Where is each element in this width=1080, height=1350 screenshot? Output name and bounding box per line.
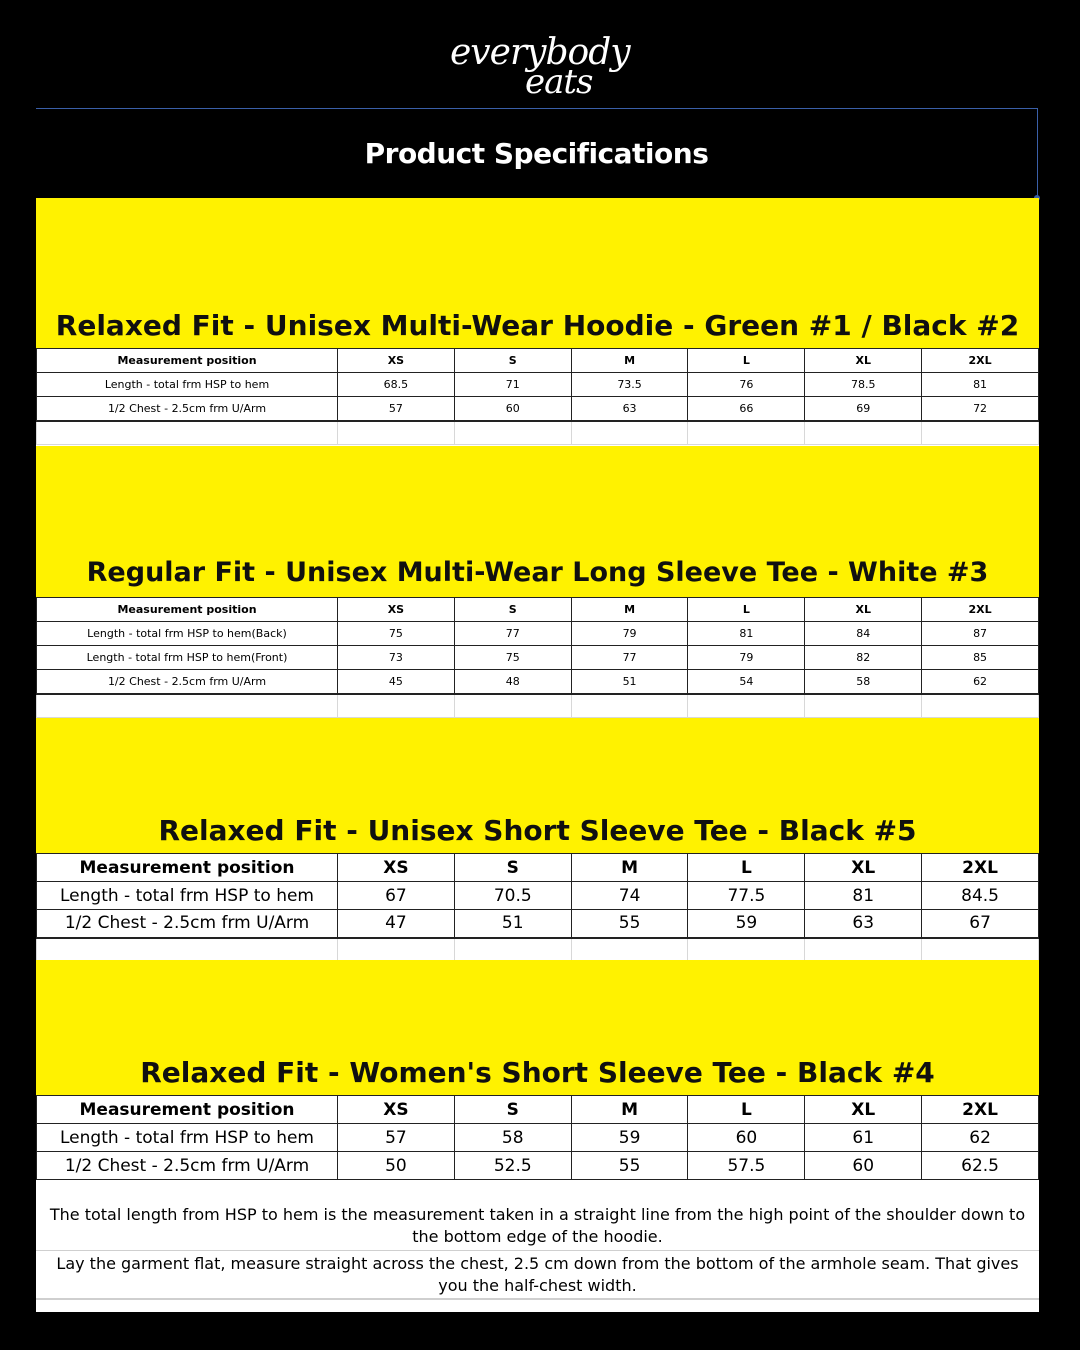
table-cell: 54 bbox=[688, 670, 805, 694]
table-cell: 82 bbox=[805, 646, 922, 670]
table-cell: 81 bbox=[688, 622, 805, 646]
table-cell: 76 bbox=[688, 373, 805, 397]
page-title: Product Specifications bbox=[364, 137, 709, 170]
table-cell bbox=[338, 421, 455, 445]
table-cell: 1/2 Chest - 2.5cm frm U/Arm bbox=[37, 1152, 338, 1180]
table-cell: 84 bbox=[805, 622, 922, 646]
table-cell: 87 bbox=[922, 622, 1039, 646]
column-header: L bbox=[688, 854, 805, 882]
table-cell: 57.5 bbox=[688, 1152, 805, 1180]
table-cell: 45 bbox=[338, 670, 455, 694]
table-cell: 79 bbox=[688, 646, 805, 670]
table-cell: 60 bbox=[454, 397, 571, 421]
table-cell bbox=[688, 421, 805, 445]
table-cell: 67 bbox=[338, 882, 455, 910]
column-header: XL bbox=[805, 854, 922, 882]
table-cell: 58 bbox=[805, 670, 922, 694]
table-cell: 57 bbox=[338, 397, 455, 421]
size-table-long-sleeve bbox=[36, 597, 1039, 718]
table-cell: Length - total frm HSP to hem bbox=[37, 1124, 338, 1152]
table-cell: 77 bbox=[454, 622, 571, 646]
table-cell bbox=[922, 421, 1039, 445]
table-blank-row bbox=[37, 421, 1039, 445]
measurement-notes bbox=[36, 1202, 1039, 1300]
table-cell: 77 bbox=[571, 646, 688, 670]
table-cell: 78.5 bbox=[805, 373, 922, 397]
table-cell: 68.5 bbox=[338, 373, 455, 397]
table-cell: 73 bbox=[338, 646, 455, 670]
table-cell bbox=[922, 694, 1039, 718]
table-cell bbox=[688, 694, 805, 718]
table-cell: 58 bbox=[454, 1124, 571, 1152]
brand-logo-line1: everybody bbox=[450, 32, 630, 73]
table-row bbox=[37, 622, 1039, 646]
section-title-hoodie: Relaxed Fit - Unisex Multi-Wear Hoodie - Green #1 / Black #2 bbox=[55, 309, 1020, 342]
section-band-long-sleeve bbox=[36, 446, 1039, 597]
column-header: XS bbox=[338, 1096, 455, 1124]
table-row bbox=[37, 646, 1039, 670]
column-header: S bbox=[454, 854, 571, 882]
column-header: Measurement position bbox=[37, 854, 338, 882]
table-cell: 63 bbox=[805, 910, 922, 938]
table-row bbox=[37, 397, 1039, 421]
column-header: L bbox=[688, 1096, 805, 1124]
table-cell: 1/2 Chest - 2.5cm frm U/Arm bbox=[37, 397, 338, 421]
column-header: M bbox=[571, 1096, 688, 1124]
table-cell: 61 bbox=[805, 1124, 922, 1152]
table-cell: 55 bbox=[571, 1152, 688, 1180]
table-cell: Length - total frm HSP to hem bbox=[37, 882, 338, 910]
table-cell: 59 bbox=[688, 910, 805, 938]
table-row bbox=[37, 1152, 1039, 1180]
table-cell: 1/2 Chest - 2.5cm frm U/Arm bbox=[37, 670, 338, 694]
table-cell: 77.5 bbox=[688, 882, 805, 910]
column-header: 2XL bbox=[922, 598, 1039, 622]
section-band-hoodie bbox=[36, 198, 1039, 348]
table-cell bbox=[37, 421, 338, 445]
table-blank-row bbox=[37, 694, 1039, 718]
note-chest: Lay the garment flat, measure straight across the chest, 2.5 cm down from the bottom of the armhole seam. That gives you the half-chest width. bbox=[36, 1251, 1039, 1300]
table-header-row bbox=[37, 349, 1039, 373]
column-header: S bbox=[454, 598, 571, 622]
table-header-row bbox=[37, 854, 1039, 882]
table-row bbox=[37, 882, 1039, 910]
table-cell bbox=[338, 694, 455, 718]
table-cell: 62 bbox=[922, 1124, 1039, 1152]
table-cell: 55 bbox=[571, 910, 688, 938]
table-cell: 75 bbox=[338, 622, 455, 646]
sheet-tail-row bbox=[36, 1298, 1039, 1312]
table-cell: 71 bbox=[454, 373, 571, 397]
section-band-unisex-tee bbox=[36, 718, 1039, 853]
brand-logo bbox=[0, 30, 1080, 100]
table-cell: 50 bbox=[338, 1152, 455, 1180]
table-cell: 60 bbox=[688, 1124, 805, 1152]
spec-header bbox=[36, 108, 1038, 198]
table-cell: 75 bbox=[454, 646, 571, 670]
table-cell: 79 bbox=[571, 622, 688, 646]
column-header: M bbox=[571, 349, 688, 373]
table-cell: 84.5 bbox=[922, 882, 1039, 910]
table-row bbox=[37, 910, 1039, 938]
table-cell bbox=[805, 694, 922, 718]
table-header-row bbox=[37, 598, 1039, 622]
table-cell: 57 bbox=[338, 1124, 455, 1152]
table-cell bbox=[571, 421, 688, 445]
size-table-unisex-tee bbox=[36, 853, 1039, 966]
table-cell: Length - total frm HSP to hem(Front) bbox=[37, 646, 338, 670]
table-row bbox=[37, 373, 1039, 397]
table-cell: 70.5 bbox=[454, 882, 571, 910]
note-length: The total length from HSP to hem is the measurement taken in a straight line from the high point of the shoulder down to the bottom edge of the hoodie. bbox=[36, 1202, 1039, 1251]
column-header: XL bbox=[805, 1096, 922, 1124]
column-header: M bbox=[571, 854, 688, 882]
column-header: XL bbox=[805, 598, 922, 622]
size-table-womens-tee bbox=[36, 1095, 1039, 1180]
table-cell bbox=[37, 694, 338, 718]
table-cell: 51 bbox=[571, 670, 688, 694]
table-cell bbox=[454, 421, 571, 445]
column-header: XL bbox=[805, 349, 922, 373]
column-header: L bbox=[688, 349, 805, 373]
table-cell: 59 bbox=[571, 1124, 688, 1152]
table-cell: 1/2 Chest - 2.5cm frm U/Arm bbox=[37, 910, 338, 938]
table-cell: Length - total frm HSP to hem(Back) bbox=[37, 622, 338, 646]
column-header: Measurement position bbox=[37, 349, 338, 373]
column-header: XS bbox=[338, 598, 455, 622]
table-row bbox=[37, 1124, 1039, 1152]
table-cell: 48 bbox=[454, 670, 571, 694]
table-cell bbox=[805, 421, 922, 445]
table-cell: 51 bbox=[454, 910, 571, 938]
table-cell bbox=[454, 694, 571, 718]
table-row bbox=[37, 670, 1039, 694]
table-cell: 81 bbox=[922, 373, 1039, 397]
column-header: S bbox=[454, 349, 571, 373]
table-cell: 72 bbox=[922, 397, 1039, 421]
column-header: XS bbox=[338, 854, 455, 882]
table-cell: 62.5 bbox=[922, 1152, 1039, 1180]
column-header: L bbox=[688, 598, 805, 622]
table-cell: 60 bbox=[805, 1152, 922, 1180]
table-cell: Length - total frm HSP to hem bbox=[37, 373, 338, 397]
table-header-row bbox=[37, 1096, 1039, 1124]
section-title-unisex-tee: Relaxed Fit - Unisex Short Sleeve Tee - Black #5 bbox=[158, 814, 917, 847]
spec-sheet bbox=[36, 198, 1039, 1312]
table-cell: 62 bbox=[922, 670, 1039, 694]
section-title-womens-tee: Relaxed Fit - Women's Short Sleeve Tee - Black #4 bbox=[140, 1056, 935, 1089]
column-header: M bbox=[571, 598, 688, 622]
table-cell: 67 bbox=[922, 910, 1039, 938]
section-title-long-sleeve: Regular Fit - Unisex Multi-Wear Long Sleeve Tee - White #3 bbox=[86, 557, 989, 588]
table-cell bbox=[571, 694, 688, 718]
table-cell: 81 bbox=[805, 882, 922, 910]
column-header: S bbox=[454, 1096, 571, 1124]
column-header: 2XL bbox=[922, 349, 1039, 373]
table-cell: 73.5 bbox=[571, 373, 688, 397]
table-cell: 52.5 bbox=[454, 1152, 571, 1180]
column-header: Measurement position bbox=[37, 598, 338, 622]
table-cell: 85 bbox=[922, 646, 1039, 670]
column-header: XS bbox=[338, 349, 455, 373]
table-cell: 63 bbox=[571, 397, 688, 421]
brand-logo-line2: eats bbox=[525, 62, 593, 102]
size-table-hoodie bbox=[36, 348, 1039, 445]
table-cell: 47 bbox=[338, 910, 455, 938]
table-cell: 66 bbox=[688, 397, 805, 421]
table-cell: 69 bbox=[805, 397, 922, 421]
column-header: 2XL bbox=[922, 1096, 1039, 1124]
section-band-womens-tee bbox=[36, 960, 1039, 1095]
column-header: 2XL bbox=[922, 854, 1039, 882]
column-header: Measurement position bbox=[37, 1096, 338, 1124]
table-cell: 74 bbox=[571, 882, 688, 910]
